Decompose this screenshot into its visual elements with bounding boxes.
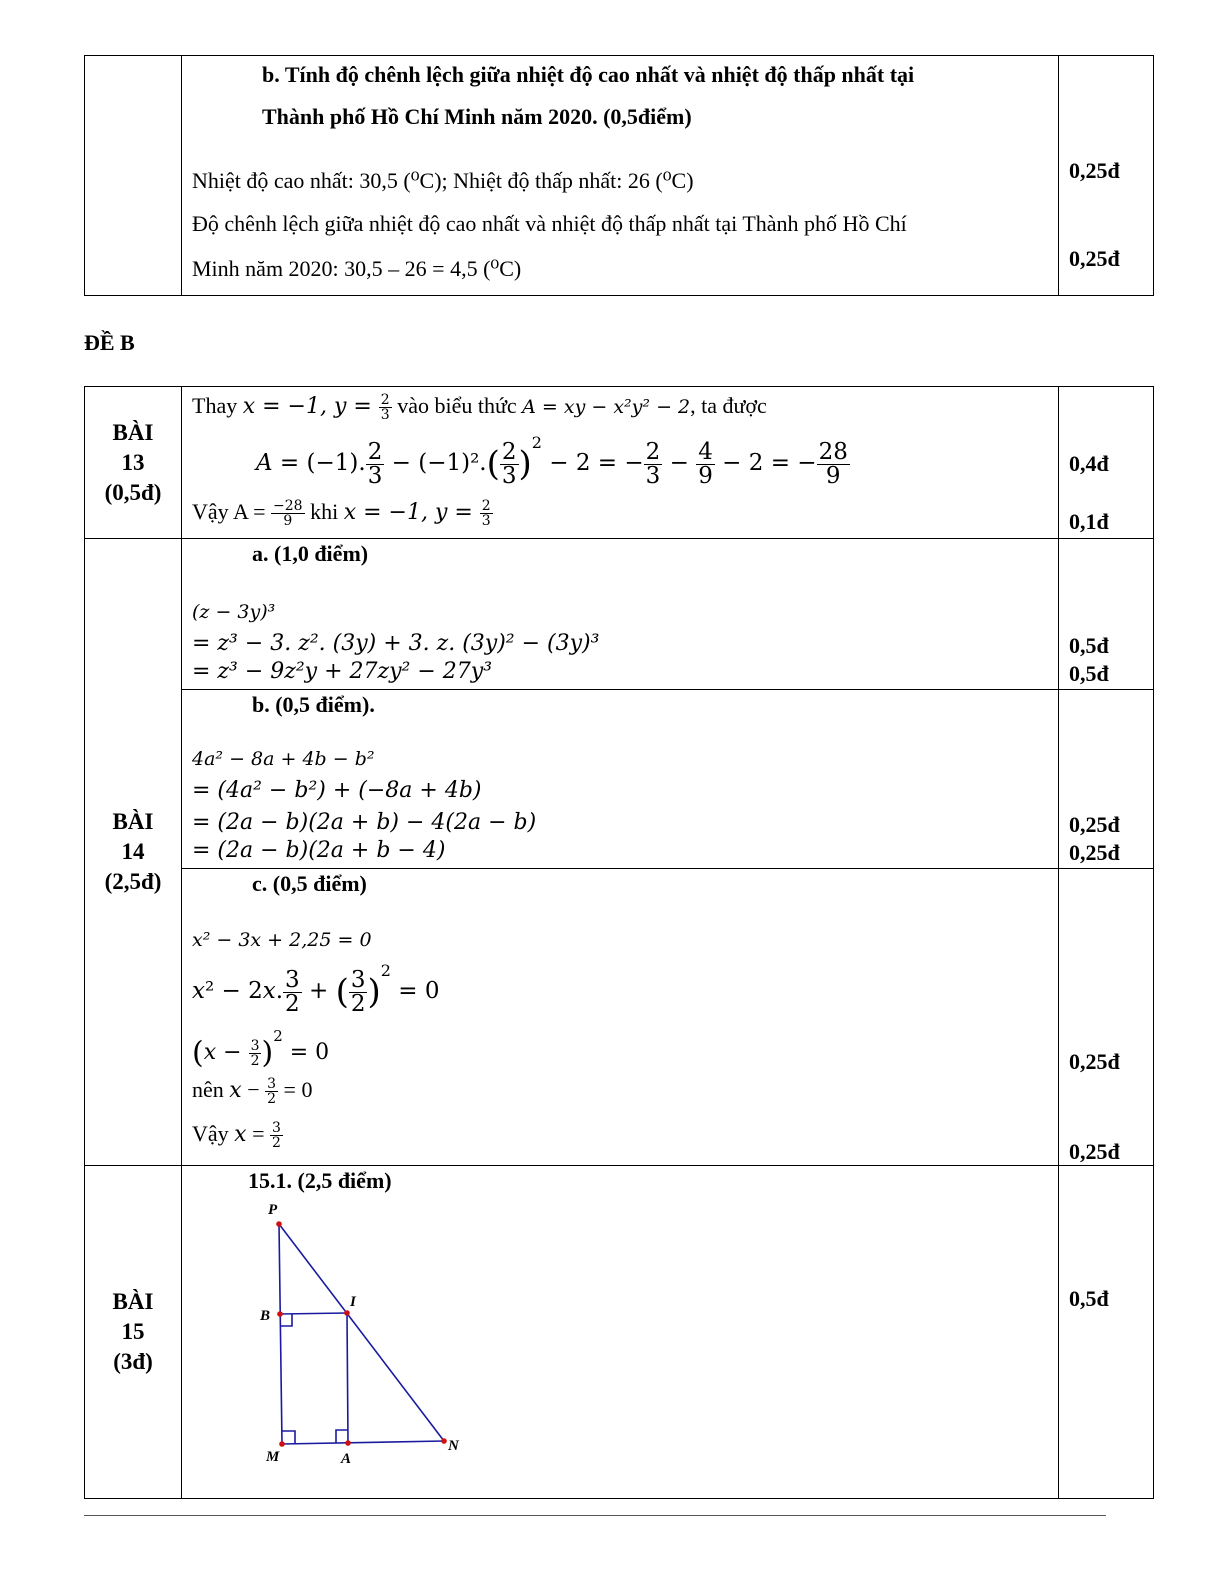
- bai14b-heading: b. (0,5 điểm).: [252, 692, 375, 717]
- label-p: P: [268, 1202, 278, 1218]
- bai13-content: [182, 387, 1059, 539]
- segment-pm: [279, 1224, 282, 1444]
- segment-mn: [282, 1441, 444, 1444]
- bai14a-points-2: 0,5đ: [1069, 661, 1109, 686]
- bai14b-points: [1059, 690, 1154, 869]
- bai15-label-1: BÀI: [112, 1289, 154, 1314]
- bai14c-content: [182, 869, 1059, 1166]
- point-p: [276, 1221, 282, 1227]
- segment-bi: [280, 1313, 347, 1314]
- bai15-points-1: 0,5đ: [1069, 1286, 1109, 1311]
- bai13-line1: [192, 393, 767, 422]
- bai13-points-2: 0,1đ: [1069, 509, 1109, 534]
- label-i: I: [350, 1294, 356, 1310]
- bai14c-line4: nên x − $\frac{3}{2}$ = 0: [192, 1076, 313, 1108]
- bai14c-points: [1059, 869, 1154, 1166]
- answer-line-1: Nhiệt độ cao nhất: 30,5 (⁰C); Nhiệt độ thấp nhất: 26 (⁰C): [192, 168, 694, 193]
- bai14b-line1: 4a² − 8a + 4b − b²: [192, 748, 375, 770]
- points-cell: [1059, 56, 1154, 296]
- label-b: B: [260, 1308, 271, 1324]
- bai14c-line5-pre: Vậy: [192, 1121, 235, 1146]
- bai14a-heading: a. (1,0 điểm): [252, 541, 369, 566]
- bai15-label-2: 15: [121, 1319, 145, 1344]
- points-1: 0,25đ: [1069, 158, 1120, 183]
- bai14-label-1: BÀI: [112, 809, 154, 834]
- empty-label-cell: [85, 56, 182, 296]
- bai15-label-3: (3đ): [113, 1349, 153, 1374]
- point-m: [279, 1441, 285, 1447]
- bai14c-points-1: 0,25đ: [1069, 1049, 1120, 1074]
- label-n: N: [448, 1438, 459, 1454]
- bai14c-heading: c. (0,5 điểm): [252, 871, 367, 896]
- bai13-line1-expr: A = xy − x²y² − 2: [522, 396, 691, 418]
- bai13-label-1: BÀI: [112, 419, 154, 445]
- bai14a-line1: (z − 3y)³: [192, 601, 276, 623]
- bai13-line1-mid: vào biểu thức: [391, 393, 523, 418]
- section-title: ĐỀ B: [84, 330, 135, 355]
- answer-line-2a: Độ chênh lệch giữa nhiệt độ cao nhất và nhiệt độ thấp nhất tại Thành phố Hồ Chí: [192, 211, 907, 236]
- bai14c-line3: (x − $\frac{3}{2}$ )$^2$ = 0: [192, 1027, 330, 1071]
- bai14c-line1: x² − 3x + 2,25 = 0: [192, 929, 372, 951]
- bai13-line1-pre: Thay: [192, 393, 243, 418]
- bai14a-line3: = z³ − 9z²y + 27zy² − 27y³: [192, 659, 493, 684]
- bai13-points: [1059, 387, 1154, 539]
- bai13-label-2: 13: [121, 449, 145, 475]
- footer-rule: [84, 1515, 1106, 1516]
- segment-pn: [279, 1224, 444, 1441]
- bai13-line1-post: , ta được: [690, 393, 767, 418]
- label-a: A: [341, 1451, 352, 1467]
- bai14b-line2: = (4a² − b²) + (−8a + 4b): [192, 778, 482, 803]
- bai14c-line4-pre: nên: [192, 1077, 230, 1102]
- bai15-content: [182, 1166, 1059, 1499]
- bai14b-line3: = (2a − b)(2a + b) − 4(2a − b): [192, 810, 537, 835]
- bai13-calc: A = (−1). $\frac{2}{3}$ − (−1)².( $\frac{2}{3}$ )$^2$ − 2 = − $\frac{2}{3}$ − $\frac{4}{9}$ − 2 = − $\frac{28}{9}$: [256, 433, 848, 489]
- segment-ia: [347, 1313, 348, 1443]
- bai15-heading: 15.1. (2,5 điểm): [248, 1168, 392, 1193]
- geometry-figure: [182, 1166, 1058, 1499]
- bai14c-line5: Vậy x = $\frac{3}{2}$: [192, 1120, 281, 1152]
- bai13-conclusion-post: khi: [304, 499, 344, 524]
- bai14b-line4: = (2a − b)(2a + b − 4): [192, 838, 446, 863]
- points-2: 0,25đ: [1069, 246, 1120, 271]
- main-answer-table: [84, 386, 1154, 1499]
- bai14b-content: [182, 690, 1059, 869]
- bai13-label: [85, 387, 182, 539]
- bai13-conclusion: Vậy A = $\frac{-28}{9}$ khi x = −1, y = $\frac{2}{3}$: [192, 498, 491, 530]
- frac-two-thirds: $\frac{2}{3}$: [380, 392, 390, 424]
- answer-cell-b: [182, 56, 1059, 296]
- bai13-conclusion-pre: Vậy A =: [192, 499, 272, 524]
- bai14a-line2: = z³ − 3. z². (3y) + 3. z. (3y)² − (3y)³: [192, 631, 600, 656]
- bai13-points-1: 0,4đ: [1069, 451, 1109, 476]
- label-m: M: [266, 1449, 280, 1465]
- point-b: [277, 1311, 283, 1317]
- bai14b-points-2: 0,25đ: [1069, 840, 1120, 865]
- bai15-label: [85, 1166, 182, 1499]
- top-answer-table: [84, 55, 1154, 296]
- bai14c-line2: x² − 2x. $\frac{3}{2}$ + ( $\frac{3}{2}$ )$^2$ = 0: [192, 961, 440, 1017]
- bai13-line1-vars: x = −1, y =: [242, 394, 379, 419]
- point-i: [344, 1310, 350, 1316]
- point-n: [441, 1438, 447, 1444]
- bai14a-points-1: 0,5đ: [1069, 633, 1109, 658]
- bai14-label: [85, 539, 182, 1166]
- bai14-label-3: (2,5đ): [104, 869, 162, 894]
- bai14b-points-1: 0,25đ: [1069, 812, 1120, 837]
- question-b-line2: Thành phố Hồ Chí Minh năm 2020. (0,5điểm): [262, 104, 692, 129]
- bai14-label-2: 14: [121, 839, 145, 864]
- bai15-points: [1059, 1166, 1154, 1499]
- bai14c-points-2: 0,25đ: [1069, 1139, 1120, 1164]
- point-a: [345, 1440, 351, 1446]
- bai14a-points: [1059, 539, 1154, 690]
- bai13-label-3: (0,5đ): [104, 479, 162, 505]
- answer-line-2b: Minh năm 2020: 30,5 – 26 = 4,5 (⁰C): [192, 256, 522, 281]
- question-b-line1: b. Tính độ chênh lệch giữa nhiệt độ cao nhất và nhiệt độ thấp nhất tại: [262, 62, 915, 87]
- bai14a-content: [182, 539, 1059, 690]
